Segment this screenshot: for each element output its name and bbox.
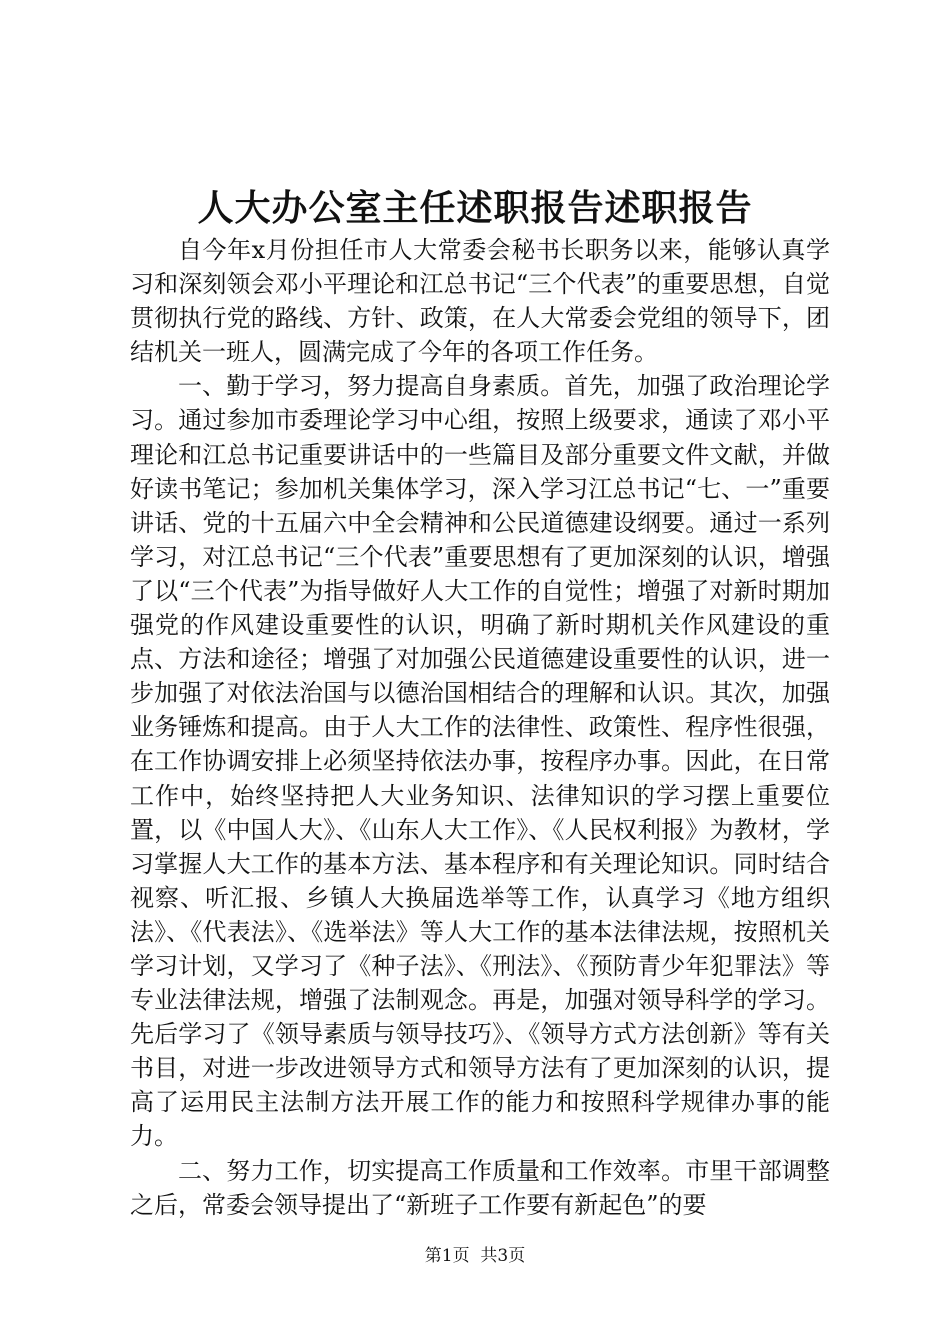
paragraph-work: 二、努力工作，切实提高工作质量和工作效率。市里干部调整之后，常委会领导提出了“新班子工作要有新起色”的要 [130, 1156, 830, 1219]
page-footer: 第1页 共3页 [424, 1246, 526, 1266]
paragraph-intro: 自今年x月份担任市人大常委会秘书长职务以来，能够认真学习和深刻领会邓小平理论和江总书记“三个代表”的重要思想，自觉贯彻执行党的路线、方针、政策，在人大常委会党组的领导下，团结机关一班人，圆满完成了今年的各项工作任务。 [130, 236, 830, 367]
paragraph-study: 一、勤于学习，努力提高自身素质。首先，加强了政治理论学习。通过参加市委理论学习中心组，按照上级要求，通读了邓小平理论和江总书记重要讲话中的一些篇目及部分重要文件文献，并做好读书笔记；参加机关集体学习，深入学习江总书记“七、一”重要讲话、党的十五届六中全会精神和公民道德建设纲要。通过一系列学习，对江总书记“三个代表”重要思想有了更加深刻的认识，增强了以“三个代表”为指导做好人大工作的自觉性；增强了对新时期加强党的作风建设重要性的认识，明确了新时期机关作风建设的重点、方法和途径；增强了对加强公民道德建设重要性的认识，进一步加强了对依法治国与以德治国相结合的理解和认识。其次，加强业务锤炼和提高。由于人大工作的法律性、政策性、程序性很强，在工作协调安排上必须坚持依法办事，按程序办事。因此，在日常工作中，始终坚持把人大业务知识、法律知识的学习摆上重要位置，以《中国人大》、《山东人大工作》、《人民权利报》为教材，学习掌握人大工作的基本方法、基本程序和有关理论知识。同时结合视察、听汇报、乡镇人大换届选举等工作，认真学习《地方组织法》、《代表法》、《选举法》等人大工作的基本法律法规，按照机关学习计划，又学习了《种子法》、《刑法》、《预防青少年犯罪法》等专业法律法规，增强了法制观念。再是，加强对领导科学的学习。先后学习了《领导素质与领导技巧》、《领导方式方法创新》等有关书目，对进一步改进领导方式和领导方法有了更加深刻的认识，提高了运用民主法制方法开展工作的能力和按照科学规律办事的能力。 [130, 372, 830, 1151]
document-title: 人大办公室主任述职报告述职报告 [197, 187, 753, 229]
document-body [130, 233, 830, 1222]
